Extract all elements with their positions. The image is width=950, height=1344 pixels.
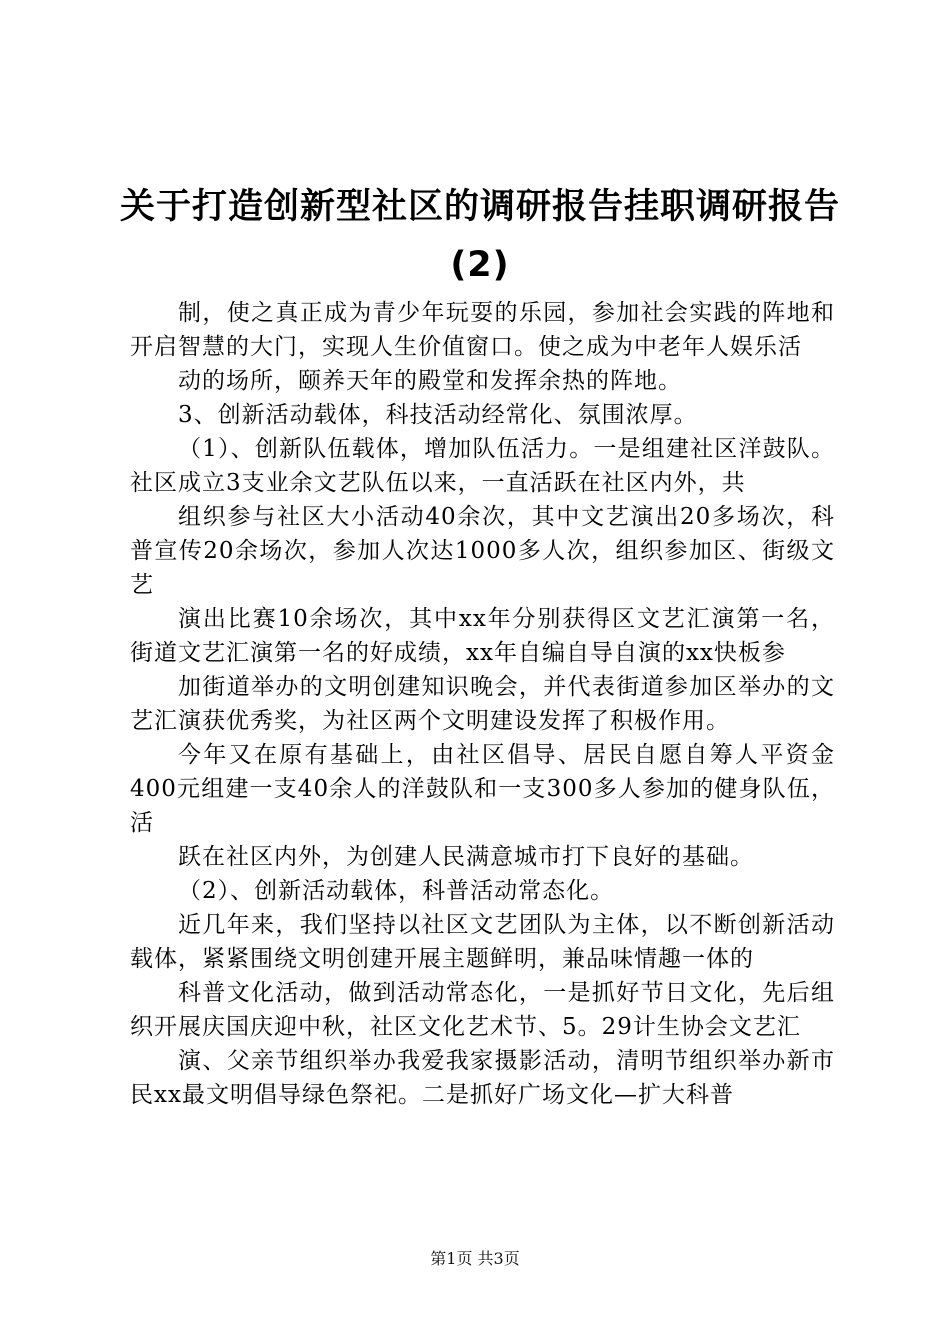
paragraph: 近几年来，我们坚持以社区文艺团队为主体，以不断创新活动载体，紧紧围绕文明创建开展主题鲜明，兼品味情趣一体的 [130, 912, 835, 972]
paragraph: 动的场所，颐养天年的殿堂和发挥余热的阵地。 [178, 368, 682, 394]
paragraph: 加街道举办的文明创建知识晚会，并代表街道参加区举办的文艺汇演获优秀奖，为社区两个文明建设发挥了积极作用。 [130, 674, 835, 734]
paragraph: （2）、创新活动载体，科普活动常态化。 [178, 878, 615, 904]
paragraph: 科普文化活动，做到活动常态化，一是抓好节日文化，先后组织开展庆国庆迎中秋，社区文化艺术节、5。29计生协会文艺汇 [130, 980, 835, 1040]
paragraph: 组织参与社区大小活动40余次，其中文艺演出20多场次，科普宣传20余场次，参加人次达1000多人次，组织参加区、街级文艺 [130, 504, 835, 598]
page-footer: 第1页 共3页 [430, 1249, 520, 1268]
document-body [130, 296, 835, 1112]
page-title: 关于打造创新型社区的调研报告挂职调研报告(2) [119, 187, 840, 285]
paragraph: 跃在社区内外，为创建人民满意城市打下良好的基础。 [178, 844, 754, 870]
paragraph: （1）、创新队伍载体，增加队伍活力。一是组建社区洋鼓队。社区成立3支业余文艺队伍以来，一直活跃在社区内外，共 [130, 436, 835, 496]
paragraph: 今年又在原有基础上，由社区倡导、居民自愿自筹人平资金400元组建一支40余人的洋鼓队和一支300多人参加的健身队伍，活 [130, 742, 835, 836]
paragraph: 3、创新活动载体，科技活动经常化、氛围浓厚。 [178, 402, 698, 428]
paragraph: 演出比赛10余场次，其中xx年分别获得区文艺汇演第一名，街道文艺汇演第一名的好成绩，xx年自编自导自演的xx快板参 [130, 606, 835, 666]
paragraph: 演、父亲节组织举办我爱我家摄影活动，清明节组织举办新市民xx最文明倡导绿色祭祀。二是抓好广场文化—扩大科普 [130, 1048, 835, 1108]
paragraph: 制，使之真正成为青少年玩耍的乐园，参加社会实践的阵地和开启智慧的大门，实现人生价值窗口。使之成为中老年人娱乐活 [130, 300, 835, 360]
